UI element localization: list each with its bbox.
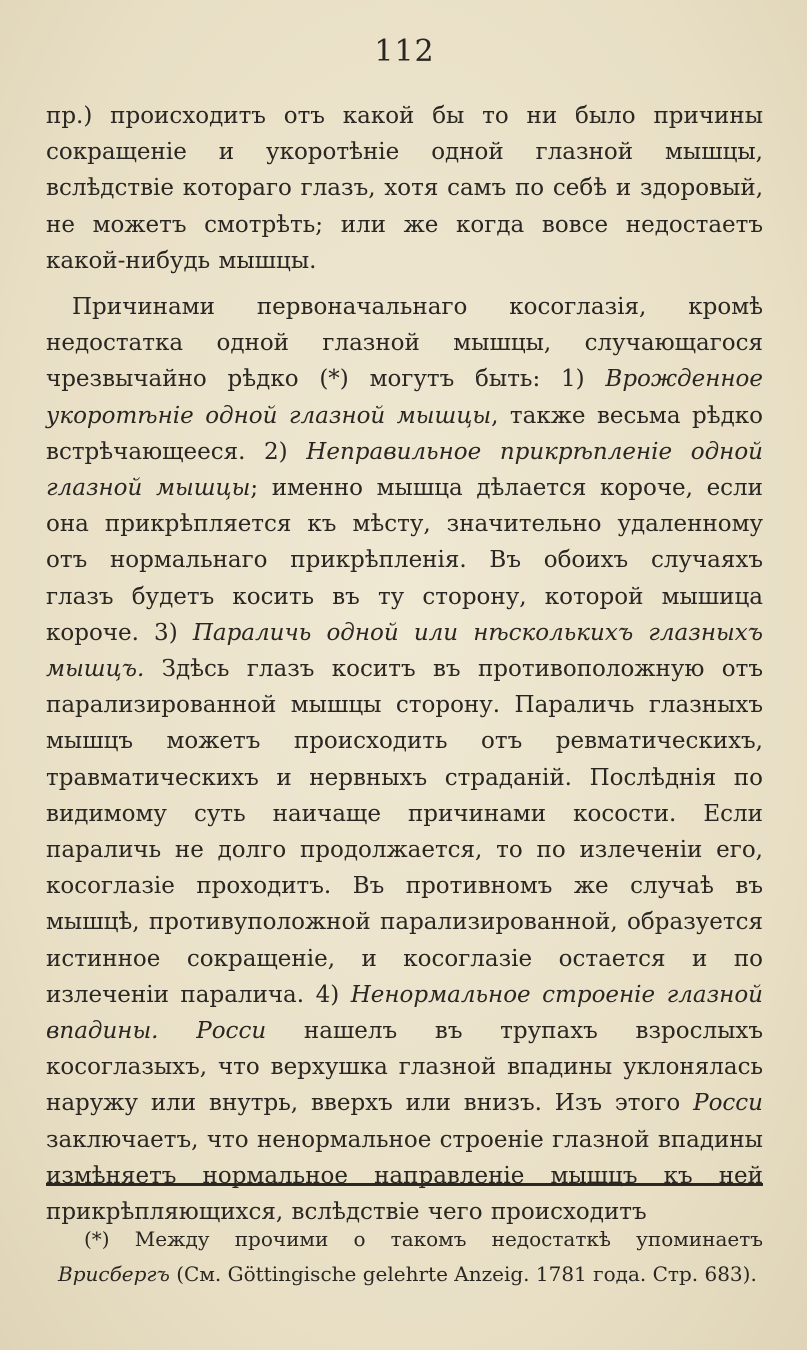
footnote-text (58, 1222, 763, 1292)
text-run: заключаетъ, что ненормальное строеніе глазной впадины измѣняетъ нормальное направленіе мышцъ къ ней прикрѣпляющихся, вслѣдствіе чего происходитъ (46, 1126, 763, 1226)
paragraph-causes (46, 289, 763, 1230)
text-run: Причинами первоначальнаго косоглазія, кромѣ недостатка одной глазной мышцы, случающагося чрезвычайно рѣдко (*) могутъ быть: 1) (46, 294, 763, 393)
italic-term: Параличь одной или нѣсколькихъ глазныхъ мышцъ. (46, 619, 763, 683)
main-text (46, 98, 763, 1230)
paragraph-continued: пр.) происходитъ отъ какой бы то ни было причины сокращеніе и укоротѣніе одной глазной мышцы, вслѣдствіе котораго глазъ, хотя самъ по себѣ и здоровый, не можетъ смотрѣть; или же когда вовсе недостаетъ какой-нибудь мышцы. (46, 103, 763, 274)
italic-term: Ненормальное строеніе глазной впадины. (46, 981, 763, 1045)
italic-name: Росси (693, 1090, 763, 1117)
text-run: (*) Между прочими о такомъ недостаткѣ упоминаетъ (84, 1227, 763, 1251)
text-run: нашелъ въ трупахъ взрослыхъ косоглазыхъ, что верхушка глазной впадины уклонялась наружу или внутрь, вверхъ или внизъ. Изъ этого (46, 1018, 764, 1117)
footnote (58, 1222, 763, 1292)
text-run: ; именно мышца дѣлается короче, если она прикрѣпляется къ мѣсту, значительно удаленному отъ нормальнаго прикрѣпленія. Въ обоихъ случаяхъ глазъ будетъ косить въ ту сторону, которой мышица короче. 3) (46, 475, 763, 646)
text-run: (См. Göttingische gelehrte Anzeig. 1781 года. Стр. 683). (169, 1262, 757, 1286)
footnote-divider (46, 1183, 763, 1186)
text-run: , также весьма рѣдко встрѣчающееся. 2) (46, 402, 763, 465)
italic-term: Врожденное укоротѣніе одной глазной мышцы (46, 366, 763, 429)
text-run: Здѣсь глазъ коситъ въ противоположную отъ парализированной мышцы сторону. Параличь глазныхъ мышцъ можетъ происходить отъ ревматическихъ, травматическихъ и нервныхъ страданій. Послѣднія по видимому суть наичаще причинами косости. Если параличь не долго продолжается, то по излеченіи его, косоглазіе проходитъ. Въ противномъ же случаѣ въ мышцѣ, противуположной парализированной, образуется истинное сокращеніе, и косоглазіе остается и по излеченіи паралича. 4) (46, 656, 763, 1008)
italic-name: Врисбергъ (58, 1262, 170, 1286)
italic-name: Росси (196, 1018, 267, 1045)
italic-term: Неправильное прикрѣпленіе одной глазной мышцы (46, 438, 763, 502)
text-run (159, 1018, 197, 1044)
page-number: 112 (374, 34, 435, 69)
